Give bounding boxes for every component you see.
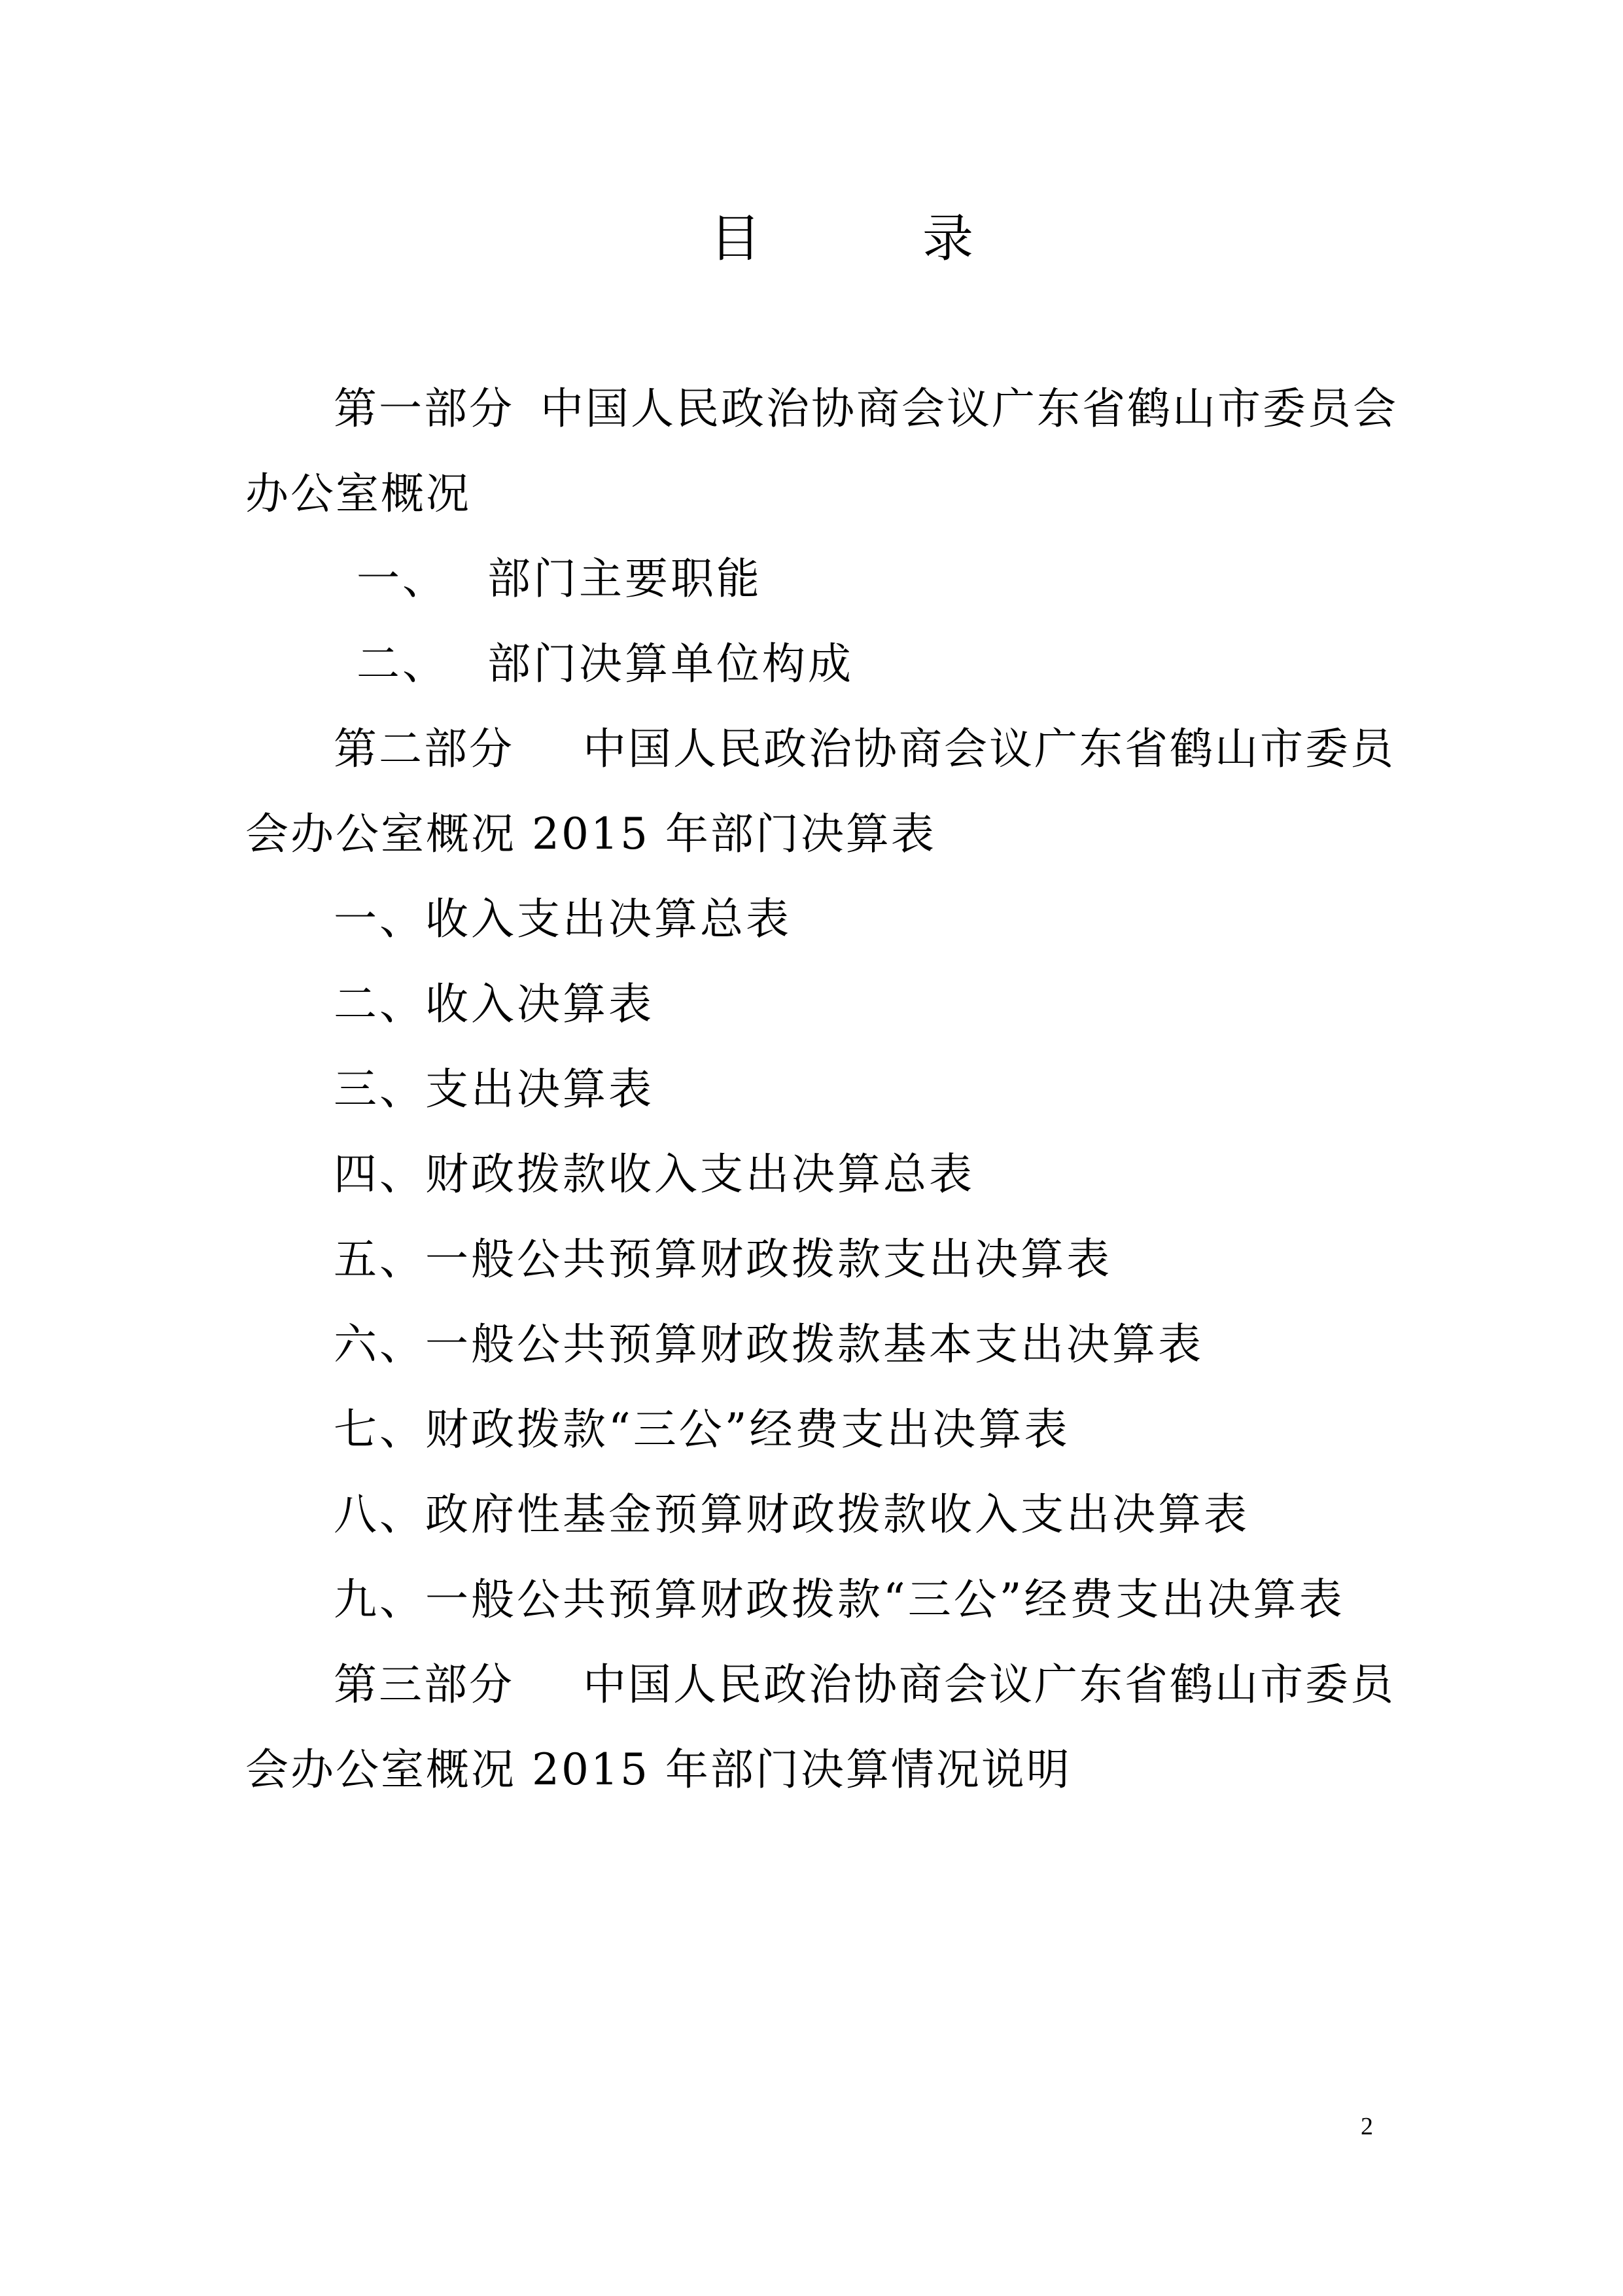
part2-item-4: 四、财政拨款收入支出决算总表 <box>334 1149 975 1199</box>
part1-item-2-text: 部门决算单位构成 <box>487 639 854 689</box>
part1-item-2 <box>357 631 854 697</box>
part1-item-1-num: 一、 <box>357 554 448 604</box>
part2-label: 第二部分 <box>334 724 514 774</box>
part2-heading <box>334 716 1395 782</box>
part3-title-line2: 会办公室概况 2015 年部门决算情况说明 <box>245 1744 1072 1795</box>
part2-item-2: 二、收入决算表 <box>334 979 654 1029</box>
part1-label: 第一部分 <box>334 383 514 434</box>
part2-item-9: 九、一般公共预算财政拨款“三公”经费支出决算表 <box>334 1574 1345 1625</box>
part2-title-line2: 会办公室概况 2015 年部门决算表 <box>245 809 936 859</box>
part2-item-6: 六、一般公共预算财政拨款基本支出决算表 <box>334 1319 1204 1369</box>
part1-item-1-text: 部门主要职能 <box>487 554 762 604</box>
part2-item-3: 三、支出决算表 <box>334 1064 654 1114</box>
part3-label: 第三部分 <box>334 1659 514 1710</box>
part2-item-1: 一、收入支出决算总表 <box>334 894 792 944</box>
part1-title-line1: 中国人民政治协商会议广东省鹤山市委员会 <box>540 383 1398 434</box>
page-number: 2 <box>1361 2113 1373 2140</box>
part2-item-8: 八、政府性基金预算财政拨款收入支出决算表 <box>334 1489 1249 1540</box>
part2-item-7: 七、财政拨款“三公”经费支出决算表 <box>334 1404 1070 1455</box>
title-char-1: 目 <box>710 209 761 268</box>
part1-item-2-num: 二、 <box>357 639 448 689</box>
part1-title-line2: 办公室概况 <box>245 468 471 519</box>
page-title <box>0 203 1623 281</box>
part2-title-line1: 中国人民政治协商会议广东省鹤山市委员 <box>583 724 1395 774</box>
part2-item-5: 五、一般公共预算财政拨款支出决算表 <box>334 1234 1112 1284</box>
part3-title-line1: 中国人民政治协商会议广东省鹤山市委员 <box>583 1659 1395 1710</box>
part3-heading <box>334 1652 1395 1718</box>
part1-heading <box>334 376 1398 442</box>
part1-item-1 <box>357 546 762 612</box>
title-char-2: 录 <box>922 209 974 268</box>
